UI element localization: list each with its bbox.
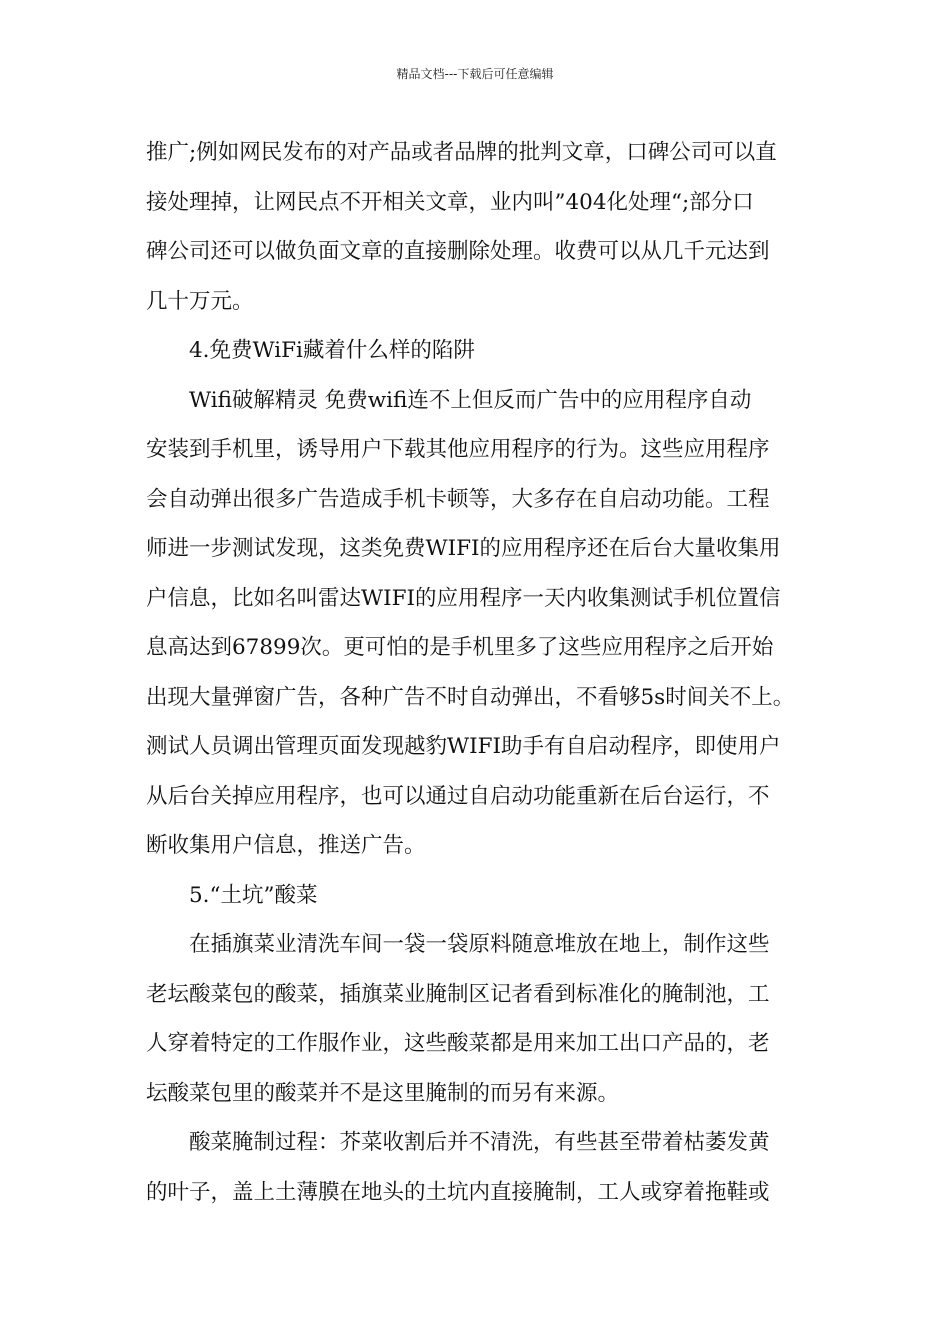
text-line: 碑公司还可以做负面文章的直接删除处理。收费可以从几千元达到 — [146, 239, 770, 264]
text-line: 断收集用户信息，推送广告。 — [146, 833, 426, 858]
paragraph-first-line: Wifi破解精灵 免费wifi连不上但反而广告中的应用程序自动 — [189, 387, 752, 413]
paragraph-first-line: 酸菜腌制过程：芥菜收割后并不清洗，有些甚至带着枯萎发黄 — [189, 1130, 770, 1155]
text-line: 接处理掉，让网民点不开相关文章，业内叫”404化处理“;部分口 — [146, 189, 754, 215]
page-header: 精品文档---下载后可任意编辑 — [396, 67, 554, 81]
document-body — [146, 128, 826, 1217]
text-line: 从后台关掉应用程序，也可以通过自启动功能重新在后台运行，不 — [146, 783, 770, 809]
text-line: 几十万元。 — [146, 288, 254, 314]
paragraph-first-line: 4.免费WiFi藏着什么样的陷阱 — [189, 338, 475, 363]
text-line: 坛酸菜包里的酸菜并不是这里腌制的而另有来源。 — [146, 1080, 620, 1106]
text-line: 出现大量弹窗广告，各种广告不时自动弹出，不看够5s时间关不上。 — [146, 684, 795, 710]
text-line: 师进一步测试发现，这类免费WIFI的应用程序还在后台大量收集用 — [146, 536, 781, 561]
text-line: 户信息，比如名叫雷达WIFI的应用程序一天内收集测试手机位置信 — [146, 585, 781, 611]
text-line: 人穿着特定的工作服作业，这些酸菜都是用来加工出口产品的，老 — [146, 1031, 770, 1056]
text-line: 息高达到67899次。更可怕的是手机里多了这些应用程序之后开始 — [146, 635, 774, 660]
text-line: 会自动弹出很多广告造成手机卡顿等，大多存在自启动功能。工程 — [146, 486, 770, 512]
text-line: 测试人员调出管理页面发现越豹WIFI助手有自启动程序，即使用户 — [146, 734, 781, 759]
text-line: 推广;例如网民发布的对产品或者品牌的批判文章，口碑公司可以直 — [146, 140, 777, 165]
text-line: 的叶子，盖上土薄膜在地头的土坑内直接腌制，工人或穿着拖鞋或 — [146, 1179, 770, 1205]
text-line: 安装到手机里，诱导用户下载其他应用程序的行为。这些应用程序 — [146, 437, 770, 462]
paragraph-first-line: 5.“土坑”酸菜 — [189, 882, 318, 908]
paragraph-first-line: 在插旗菜业清洗车间一袋一袋原料随意堆放在地上，制作这些 — [189, 932, 770, 957]
text-line: 老坛酸菜包的酸菜，插旗菜业腌制区记者看到标准化的腌制池，工 — [146, 981, 770, 1007]
